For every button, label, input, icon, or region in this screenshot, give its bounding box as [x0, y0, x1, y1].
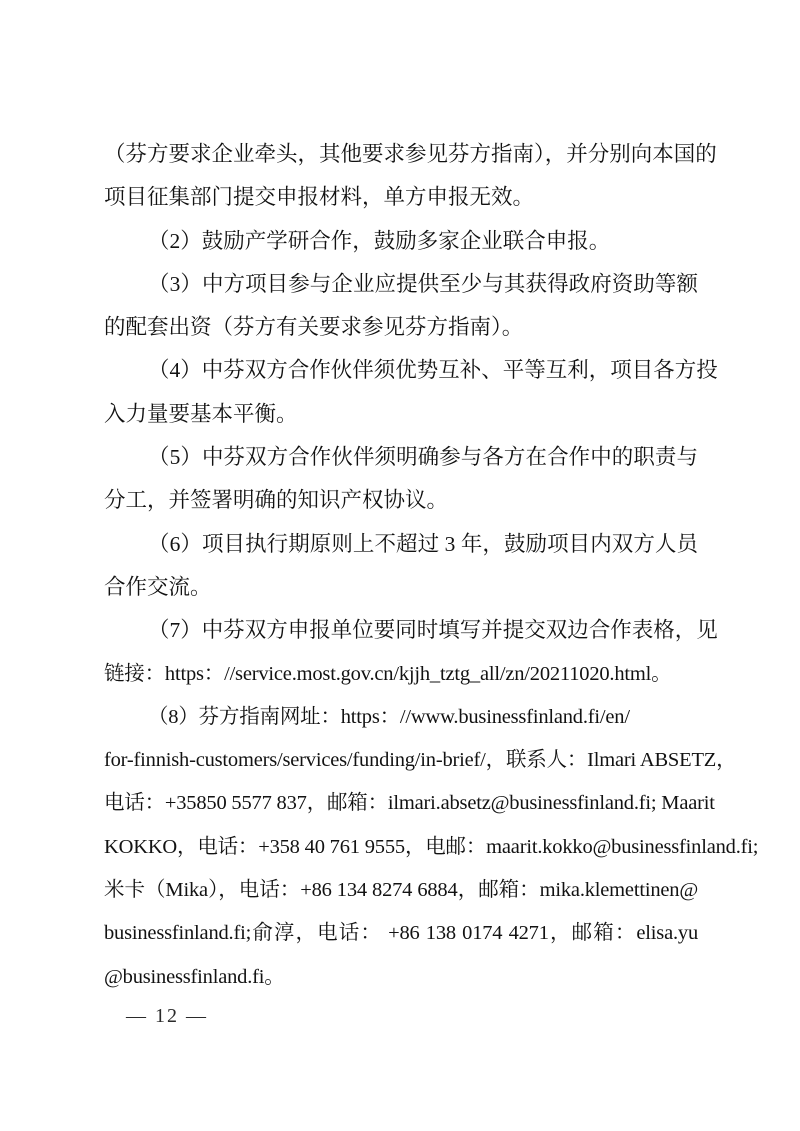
doc-line-16-contact: 电话：+35850 5577 837，邮箱：ilmari.absetz@businessfinland.fi; Maarit — [104, 792, 715, 815]
page-number: — 12 — — [126, 1005, 208, 1027]
doc-line-18-contact: 米卡（Mika），电话：+86 134 8274 6884，邮箱：mika.klemettinen@ — [104, 879, 698, 902]
doc-line-15-link: for-finnish-customers/services/funding/in-brief/，联系人：Ilmari ABSETZ， — [104, 749, 737, 772]
doc-line-17-contact: KOKKO，电话：+358 40 761 9555，电邮：maarit.kokko@businessfinland.fi; — [104, 835, 759, 858]
doc-line-1: （芬方要求企业牵头，其他要求参见芬方指南），并分别向本国的 — [104, 142, 717, 166]
doc-line-11: 合作交流。 — [104, 574, 212, 599]
doc-line-13-link: 链接：https：//service.most.gov.cn/kjjh_tztg_all/zn/20211020.html。 — [104, 662, 672, 685]
doc-line-5: 的配套出资（芬方有关要求参见芬方指南）。 — [104, 315, 524, 340]
doc-line-10: （6）项目执行期原则上不超过 3 年，鼓励项目内双方人员 — [148, 531, 698, 556]
doc-line-7: 入力量要基本平衡。 — [104, 401, 298, 426]
doc-line-9: 分工，并签署明确的知识产权协议。 — [104, 488, 449, 513]
doc-line-19-contact: businessfinland.fi;俞淳，电话： +86 138 0174 4271，邮箱：elisa.yu — [104, 922, 698, 945]
doc-line-4: （3）中方项目参与企业应提供至少与其获得政府资助等额 — [148, 271, 698, 296]
doc-line-14-link: （8）芬方指南网址：https：//www.businessfinland.fi/en/ — [148, 705, 630, 728]
doc-line-12: （7）中芬双方申报单位要同时填写并提交双边合作表格，见 — [148, 618, 718, 643]
doc-line-6: （4）中芬双方合作伙伴须优势互补、平等互利，项目各方投 — [148, 358, 718, 383]
doc-line-20-contact: @businessfinland.fi。 — [104, 965, 285, 988]
doc-line-8: （5）中芬双方合作伙伴须明确参与各方在合作中的职责与 — [148, 445, 698, 470]
doc-line-2: 项目征集部门提交申报材料，单方申报无效。 — [104, 185, 535, 210]
doc-line-3: （2）鼓励产学研合作，鼓励多家企业联合申报。 — [148, 228, 611, 253]
document-body — [104, 133, 759, 999]
